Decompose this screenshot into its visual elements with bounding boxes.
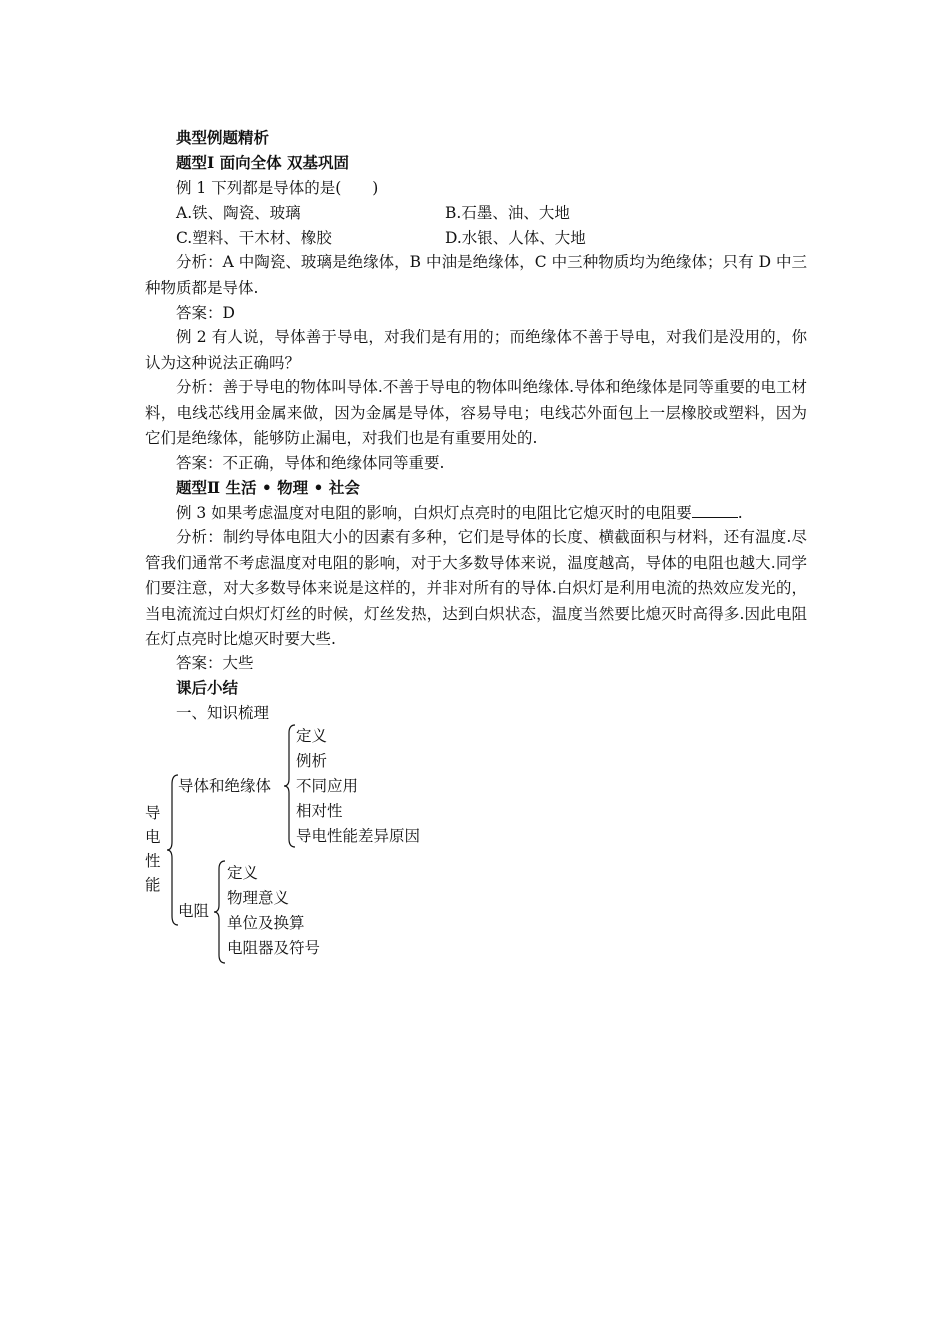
branch2-item-physical-meaning: 物理意义 [227,889,290,907]
ex3-question-line [176,503,743,523]
ex2-question: 例 2 有人说，导体善于导电，对我们是有用的；而绝缘体不善于导电，对我们是没用的，你认为这种说法正确吗？ [145,328,807,372]
branch2-label: 电阻 [178,902,210,920]
ex1-option-b: B.石墨、油、大地 [445,204,570,222]
ex3-answer: 答案：大些 [176,654,254,672]
root-char-2: 电 [145,828,161,846]
branch2-brace [213,860,227,964]
branch1-label: 导体和绝缘体 [178,777,272,795]
ex1-answer: 答案：D [176,304,235,322]
summary-subheading: 一、知识梳理 [176,704,270,722]
summary-heading: 课后小结 [176,678,239,697]
root-char-4: 能 [145,876,161,894]
branch2-item-definition: 定义 [227,864,259,882]
ex1-question: 例 1 下列都是导体的是( ) [176,179,379,197]
ex3-analysis: 分析：制约导体电阻大小的因素有多种，它们是导体的长度、横截面积与材料，还有温度.尽管我们通常不考虑温度对电阻的影响，对于大多数导体来说，温度越高，导体的电阻也越大.同学们要注意，对大多数导体来说是这样的，并非对所有的导体.白炽灯是利用电流的热效应发光的，当电流流过白炽灯灯丝的时候，灯丝发热，达到白炽状态，温度当然要比熄灭时高得多.因此电阻在灯点亮时比熄灭时要大些. [145,528,807,648]
root-char-1: 导 [145,804,161,822]
answer-blank [692,503,738,518]
ex1-option-a: A.铁、陶瓷、玻璃 [176,204,301,222]
section-title: 典型例题精析 [176,128,270,147]
branch1-item-definition: 定义 [296,727,328,745]
branch1-item-applications: 不同应用 [296,777,359,795]
ex2-answer: 答案：不正确，导体和绝缘体同等重要. [176,454,445,472]
type2-heading: 题型Ⅱ 生活 • 物理 • 社会 [176,478,360,497]
branch1-item-relativity: 相对性 [296,802,343,820]
type1-heading: 题型Ⅰ 面向全体 双基巩固 [176,153,350,172]
branch2-item-units: 单位及换算 [227,914,305,932]
ex1-option-c: C.塑料、干木材、橡胶 [176,229,332,247]
ex3-question-end: . [737,504,743,522]
branch2-item-resistor-symbol: 电阻器及符号 [227,939,321,957]
ex1-option-d: D.水银、人体、大地 [445,229,586,247]
ex3-question: 例 3 如果考虑温度对电阻的影响，白炽灯点亮时的电阻比它熄灭时的电阻要 [176,504,692,522]
branch1-item-conductivity-cause: 导电性能差异原因 [296,827,421,845]
ex1-analysis: 分析：A 中陶瓷、玻璃是绝缘体，B 中油是绝缘体，C 中三种物质均为绝缘体；只有 D 中三种物质都是导体. [145,253,807,297]
root-char-3: 性 [145,852,161,870]
ex2-analysis: 分析：善于导电的物体叫导体.不善于导电的物体叫绝缘体.导体和绝缘体是同等重要的电工材料，电线芯线用金属来做，因为金属是导体，容易导电；电线芯外面包上一层橡胶或塑料，因为它们是绝缘体，能够防止漏电，对我们也是有重要用处的. [145,378,807,447]
branch1-brace [283,724,297,848]
branch1-item-example: 例析 [296,752,328,770]
